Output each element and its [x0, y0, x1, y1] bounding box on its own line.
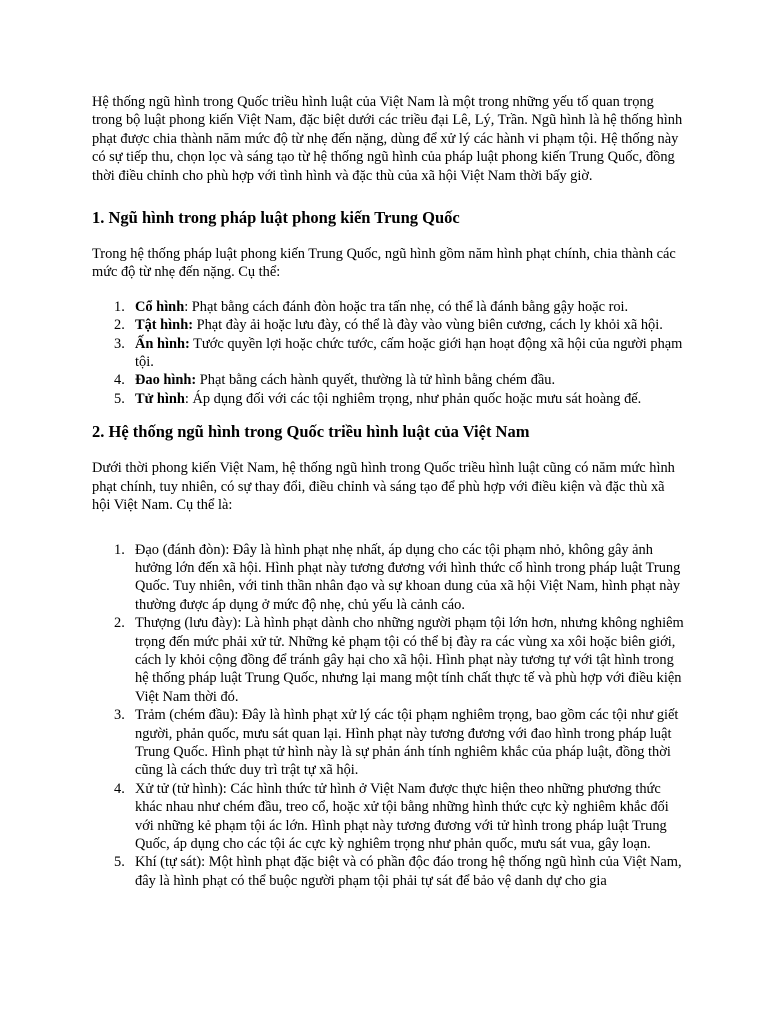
list-item-text: Trảm (chém đầu): Đây là hình phạt xử lý các tội phạm nghiêm trọng, bao gồm các tội như giết người, phản quốc, mưu sát quan lại. Hình phạt này tương đương với đao hình trong pháp luật Trung Quốc. Hình phạt tử hình này là sự phản ánh tính nghiêm khắc của pháp luật, đồng thời cũng là cách thức duy trì trật tự xã hội.	[135, 707, 679, 779]
intro-paragraph: Hệ thống ngũ hình trong Quốc triều hình luật của Việt Nam là một trong những yếu tố quan trọng trong bộ luật phong kiến Việt Nam, đặc biệt dưới các triều đại Lê, Lý, Trần. Ngũ hình là hệ thống hình phạt được chia thành năm mức độ từ nhẹ đến nặng, dùng để xử lý các hành vi phạm tội. Hệ thống này có sự tiếp thu, chọn lọc và sáng tạo từ hệ thống ngũ hình của pháp luật phong kiến Trung Quốc, đồng thời điều chỉnh cho phù hợp với tình hình và đặc thù của xã hội Việt Nam thời bấy giờ.	[92, 94, 683, 184]
list-item-number: 2.	[114, 317, 125, 334]
section-1-heading: 1. Ngũ hình trong pháp luật phong kiến Trung Quốc	[92, 208, 460, 228]
section-2-heading: 2. Hệ thống ngũ hình trong Quốc triều hình luật của Việt Nam	[92, 422, 530, 442]
list-item-number: 5.	[114, 854, 125, 871]
list-item-term: Cổ hình	[135, 298, 185, 315]
list-item	[92, 780, 684, 854]
list-item	[92, 706, 684, 780]
section-1-paragraph: Trong hệ thống pháp luật phong kiến Trung Quốc, ngũ hình gồm năm hình phạt chính, chia thành các mức độ từ nhẹ đến nặng. Cụ thể:	[92, 246, 676, 281]
list-item	[92, 335, 684, 372]
list-item-term: Ấn hình:	[135, 335, 190, 352]
list-item-number: 5.	[114, 390, 125, 407]
list-item	[92, 853, 684, 890]
list-item-number: 1.	[114, 298, 125, 315]
section-2-paragraph: Dưới thời phong kiến Việt Nam, hệ thống ngũ hình trong Quốc triều hình luật cũng có năm mức hình phạt chính, tuy nhiên, có sự thay đổi, điều chỉnh và sáng tạo để phù hợp với điều kiện và đặc thù xã hội Việt Nam. Cụ thể là:	[92, 460, 675, 514]
list-item-text: Xử tử (tử hình): Các hình thức tử hình ở Việt Nam được thực hiện theo những phương thức khác nhau như chém đầu, treo cổ, hoặc xử tội bằng những hình thức cực kỳ nghiêm khắc đối với những kẻ phạm tội ác lớn. Hình phạt này tương đương với tử hình trong pháp luật Trung Quốc, áp dụng cho các tội ác cực kỳ nghiêm trọng như phản quốc, mưu sát vua, gây loạn.	[135, 780, 669, 852]
list-item-number: 3.	[114, 707, 125, 724]
list-item-text: : Áp dụng đối với các tội nghiêm trọng, như phản quốc hoặc mưu sát hoàng đế.	[184, 390, 642, 407]
list-item	[92, 614, 684, 706]
list-item-text: Thượng (lưu đày): Là hình phạt dành cho những người phạm tội lớn hơn, nhưng không nghiêm trọng đến mức phải xử tử. Những kẻ phạm tội có thể bị đày ra các vùng xa xôi hoặc biên giới, cách ly khỏi cộng đồng để tránh gây hại cho xã hội. Hình phạt này tương tự với tật hình trong hệ thống pháp luật Trung Quốc, nhưng lại mang một tính chất thực tế và phù hợp với điều kiện Việt Nam thời đó.	[135, 615, 684, 705]
section-1-list	[92, 298, 684, 408]
list-item-term: Tật hình:	[135, 317, 193, 334]
list-item-number: 3.	[114, 335, 125, 352]
list-item-text: : Phạt bằng cách đánh đòn hoặc tra tấn nhẹ, có thể là đánh bằng gậy hoặc roi.	[184, 298, 629, 315]
list-item-text: Phạt đày ải hoặc lưu đày, có thể là đày vào vùng biên cương, cách ly khỏi xã hội.	[192, 317, 663, 334]
list-item-term: Đao hình:	[135, 372, 197, 389]
list-item-text: Tước quyền lợi hoặc chức tước, cấm hoặc giới hạn hoạt động xã hội của người phạm tội.	[135, 335, 683, 371]
list-item-number: 2.	[114, 615, 125, 632]
list-item-number: 1.	[114, 541, 125, 558]
list-item	[92, 541, 684, 615]
list-item	[92, 390, 684, 408]
list-item	[92, 316, 684, 334]
list-item-text: Phạt bằng cách hành quyết, thường là tử hình bằng chém đầu.	[196, 372, 556, 389]
list-item-number: 4.	[114, 372, 125, 389]
list-item-text: Khí (tự sát): Một hình phạt đặc biệt và có phần độc đáo trong hệ thống ngũ hình của Việt Nam, đây là hình phạt có thể buộc người phạm tội phải tự sát để bảo vệ danh dự cho gia	[135, 854, 682, 889]
list-item	[92, 371, 684, 389]
list-item	[92, 298, 684, 316]
list-item-text: Đạo (đánh đòn): Đây là hình phạt nhẹ nhất, áp dụng cho các tội phạm nhỏ, không gây ảnh hưởng lớn đến xã hội. Hình phạt này tương đương với hình thức cổ hình trong pháp luật Trung Quốc. Tuy nhiên, với tinh thần nhân đạo và sự khoan dung của xã hội Việt Nam, hình phạt này thường được áp dụng ở mức độ nhẹ, chủ yếu là cảnh cáo.	[135, 541, 681, 613]
document-page	[92, 93, 684, 890]
section-2-list	[92, 541, 684, 891]
list-item-number: 4.	[114, 780, 125, 797]
list-item-term: Tử hình	[135, 390, 185, 407]
